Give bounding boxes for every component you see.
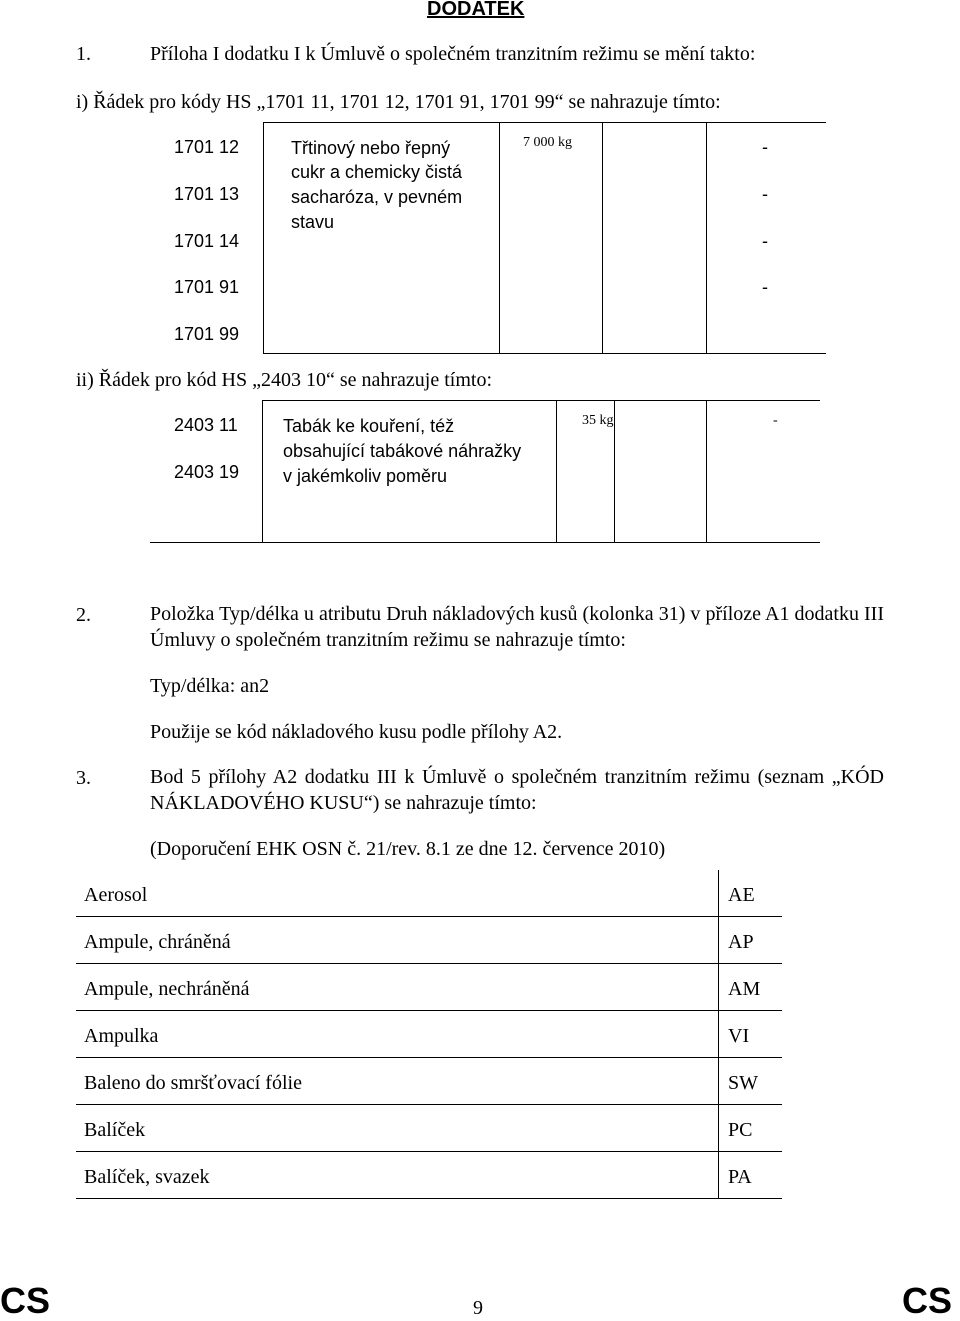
section-2-text: Položka Typ/délka u atributu Druh nákladových kusů (kolonka 31) v příloze A1 dodatku III Úmluvy o společném tranzitním režimu se nahrazuje tímto: <box>150 603 884 651</box>
package-name: Baleno do smršťovací fólie <box>84 1072 302 1094</box>
table-2-col-divider <box>706 400 707 543</box>
package-code: PA <box>728 1166 752 1188</box>
section-1-text: Příloha I dodatku I k Úmluvě o společném tranzitním režimu se mění takto: <box>150 43 756 65</box>
section-3-text: Bod 5 přílohy A2 dodatku III k Úmluvě o společném tranzitním režimu (seznam „KÓD NÁKLADOVÉHO KUSU“) se nahrazuje tímto: <box>150 766 884 814</box>
goods-description: Tabák ke kouření, též <box>283 416 455 436</box>
section-2-number: 2. <box>76 604 91 626</box>
package-code: VI <box>728 1025 750 1047</box>
table-2-col-divider <box>614 400 615 543</box>
goods-description: Třtinový nebo řepný <box>291 138 451 158</box>
package-code: SW <box>728 1072 758 1094</box>
package-table-divider <box>718 870 719 1198</box>
dash-value: - <box>762 137 768 157</box>
package-code: AM <box>728 978 761 1000</box>
package-row-border <box>76 963 782 964</box>
footer-language-right: CS <box>902 1280 953 1321</box>
recommendation-note: (Doporučení EHK OSN č. 21/rev. 8.1 ze dne 12. července 2010) <box>150 838 666 860</box>
hs-code: 2403 19 <box>174 462 240 482</box>
dash-value: - <box>773 413 778 428</box>
package-name: Aerosol <box>84 884 148 906</box>
package-code: AE <box>728 884 755 906</box>
goods-description: cukr a chemicky čistá <box>291 162 463 182</box>
type-length-value: Typ/délka: an2 <box>150 675 270 697</box>
goods-description: sacharóza, v pevném <box>291 187 463 207</box>
table-1-col-divider <box>499 122 500 354</box>
table-2-top-border <box>262 400 820 401</box>
hs-code: 1701 99 <box>174 324 240 344</box>
hs-code: 1701 12 <box>174 137 240 157</box>
quantity-threshold: 35 kg <box>582 413 614 428</box>
hs-code: 1701 91 <box>174 277 240 297</box>
dash-value: - <box>762 231 768 251</box>
package-row-border <box>76 916 782 917</box>
goods-description: obsahující tabákové náhražky <box>283 441 522 461</box>
quantity-threshold: 7 000 kg <box>523 135 572 150</box>
footer-language-left: CS <box>0 1280 51 1321</box>
section-1-number: 1. <box>76 43 91 65</box>
package-row-border <box>76 1104 782 1105</box>
package-name: Ampule, chráněná <box>84 931 231 953</box>
page-title: DODATEK <box>427 0 525 20</box>
dash-value: - <box>762 277 768 297</box>
package-row-border <box>76 1198 782 1199</box>
page-number: 9 <box>473 1297 483 1319</box>
package-name: Ampule, nechráněná <box>84 978 250 1000</box>
package-name: Balíček, svazek <box>84 1166 210 1188</box>
package-name: Ampulka <box>84 1025 159 1047</box>
usage-note: Použije se kód nákladového kusu podle přílohy A2. <box>150 721 563 743</box>
table-1-col-divider <box>602 122 603 354</box>
table-1-top-border <box>263 122 826 123</box>
package-row-border <box>76 1057 782 1058</box>
hs-code: 2403 11 <box>174 415 238 435</box>
table-1-col-divider <box>263 122 264 354</box>
goods-description: stavu <box>291 212 335 232</box>
hs-code: 1701 14 <box>174 231 240 251</box>
table-1-bottom-border <box>263 353 826 354</box>
package-name: Balíček <box>84 1119 146 1141</box>
package-code: PC <box>728 1119 753 1141</box>
package-code: AP <box>728 931 754 953</box>
hs-code: 1701 13 <box>174 184 240 204</box>
section-3-number: 3. <box>76 767 91 789</box>
table-2-col-divider <box>556 400 557 543</box>
goods-description: v jakémkoliv poměru <box>283 466 448 486</box>
package-row-border <box>76 1010 782 1011</box>
subsection-ii-text: ii) Řádek pro kód HS „2403 10“ se nahrazuje tímto: <box>76 369 493 391</box>
table-1-col-divider <box>706 122 707 354</box>
dash-value: - <box>762 184 768 204</box>
subsection-i-text: i) Řádek pro kódy HS „1701 11, 1701 12, 1701 91, 1701 99“ se nahrazuje tímto: <box>76 91 721 113</box>
table-2-bottom-border <box>150 542 820 543</box>
table-2-col-divider <box>262 400 263 543</box>
package-row-border <box>76 1151 782 1152</box>
